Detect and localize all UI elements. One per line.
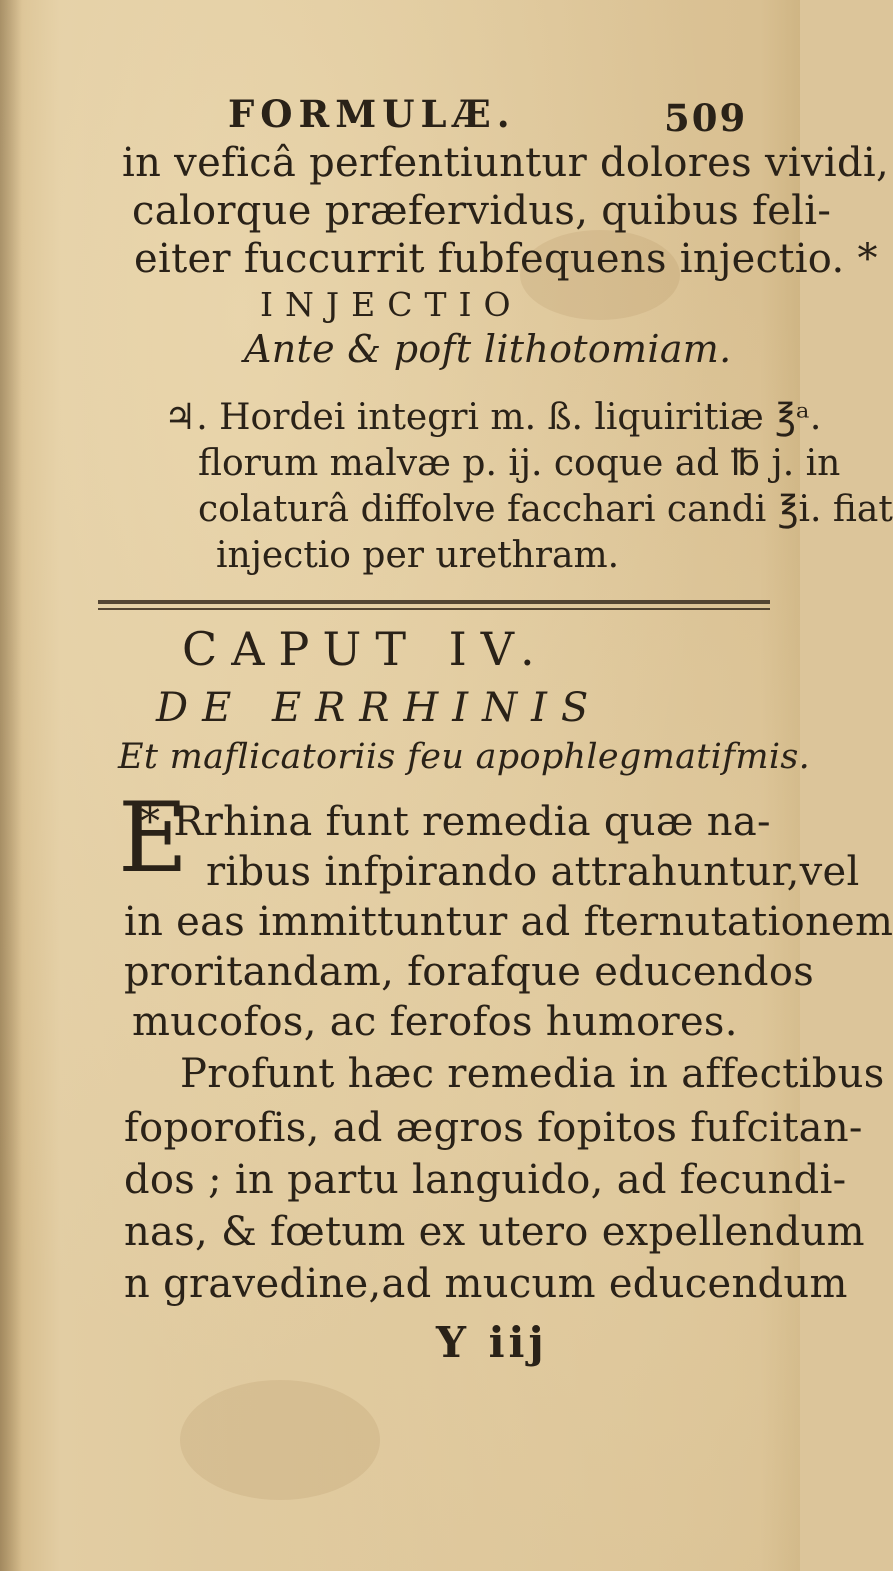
text-line: ribus infpirando attrahuntur,vel [206,849,860,895]
chapter-title: CAPUT IV. [182,622,549,676]
text-line: proritandam, forafque educendos [124,949,815,995]
recipe-line: colaturâ diffolve facchari candi ℥i. fiat [198,489,893,530]
drop-cap: E [118,782,189,894]
text-line: in veficâ perfentiuntur dolores vividi, [122,140,889,186]
signature-mark: Y iij [436,1318,548,1367]
section-title: INJECTIO [260,285,523,324]
text-line: dos ; in partu languido, ad fecundi- [124,1157,847,1203]
text-line: foporofis, ad ægros fopitos fufcitan- [124,1105,863,1151]
text-line: calorque præfervidus, quibus feli- [132,188,832,234]
running-header-title: FORMULÆ. [228,92,516,136]
text-line: * Rrhina funt remedia quæ na- [140,799,771,845]
text-line: Profunt hæc remedia in affectibus [180,1051,885,1097]
spine-shadow [0,0,22,1571]
divider-rule [98,608,770,610]
text-line: n gravedine,ad mucum educendum [124,1261,848,1307]
paper-stain [180,1380,380,1500]
page-number: 509 [664,96,748,140]
recipe-line: injectio per urethram. [216,535,620,576]
recipe-line: ♃. Hordei integri m. ß. liquiritiæ ℥ᵃ. [164,397,822,438]
section-subtitle: Ante & poft lithotomiam. [244,327,732,371]
chapter-intro: Et maflicatoriis feu apophlegmatifmis. [118,737,811,777]
text-line: mucofos, ac ferofos humores. [132,999,738,1045]
text-line: in eas immittuntur ad fternutationem [124,899,893,945]
text-line: eiter fuccurrit fubfequens injectio. * [134,236,878,282]
recipe-line: florum malvæ p. ij. coque ad ℔ j. in [198,443,841,484]
chapter-subtitle: DE ERRHINIS [156,685,603,731]
divider-rule [98,600,770,604]
text-line: nas, & fœtum ex utero expellendum [124,1209,865,1255]
